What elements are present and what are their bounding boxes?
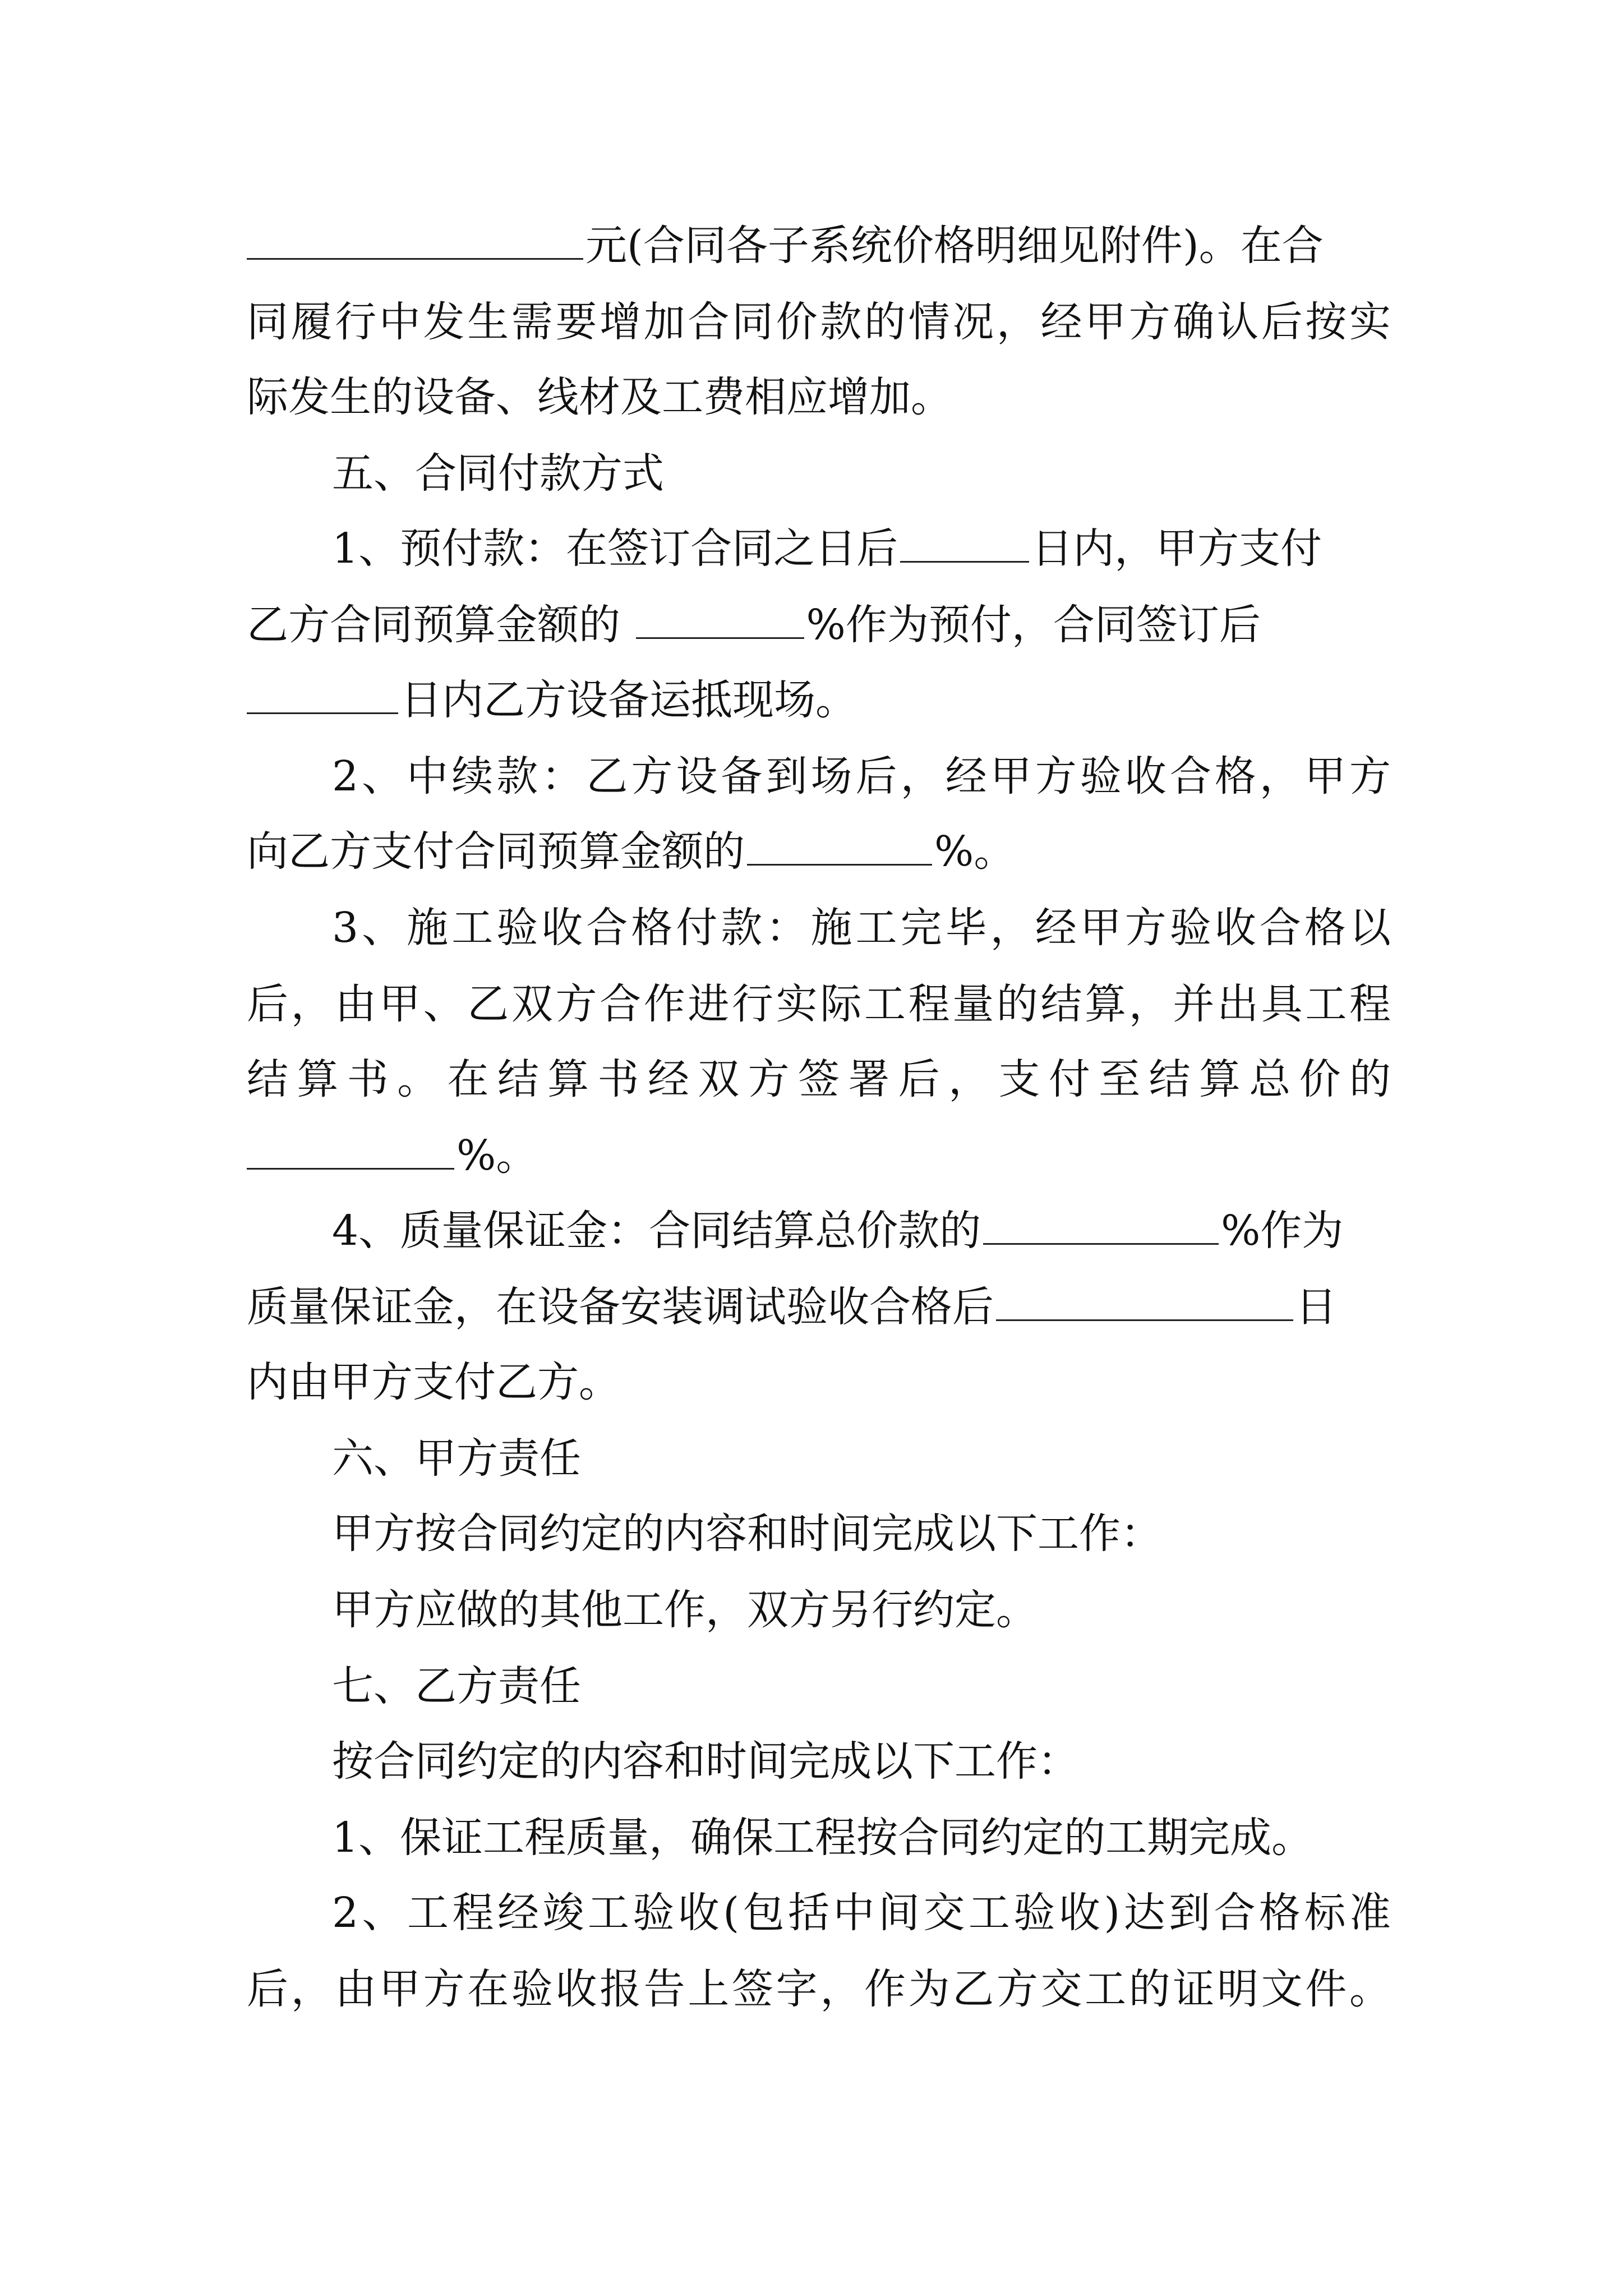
text-segment: %。 bbox=[934, 827, 1016, 876]
text-line bbox=[247, 294, 1391, 350]
text-line bbox=[247, 1128, 1391, 1184]
text-segment: %。 bbox=[457, 1131, 538, 1180]
text-line bbox=[332, 1203, 1391, 1259]
fill-in-blank bbox=[983, 1206, 1219, 1245]
fill-in-blank bbox=[747, 827, 932, 866]
text-segment: 七、乙方责任 bbox=[332, 1662, 581, 1710]
text-segment: 六、甲方责任 bbox=[332, 1434, 581, 1483]
text-line bbox=[332, 900, 1391, 956]
text-segment: 向乙方支付合同预算金额的 bbox=[247, 827, 745, 876]
fill-in-blank bbox=[900, 524, 1029, 563]
text-segment: 元(合同各子系统价格明细见附件)。在合 bbox=[585, 222, 1324, 270]
fill-in-blank bbox=[247, 1131, 454, 1170]
section-heading bbox=[332, 1658, 1391, 1714]
text-segment: 日 bbox=[1295, 1283, 1337, 1331]
text-line bbox=[247, 976, 1391, 1032]
text-line bbox=[332, 1885, 1391, 1941]
fill-in-blank bbox=[636, 600, 804, 639]
text-segment: 1、保证工程质量，确保工程按合同约定的工期完成。 bbox=[332, 1814, 1313, 1862]
text-line bbox=[247, 1354, 1391, 1410]
text-segment: 按合同约定的内容和时间完成以下工作： bbox=[332, 1737, 1079, 1786]
section-heading bbox=[332, 1430, 1391, 1487]
text-line bbox=[247, 1279, 1391, 1335]
text-segment: 2、中续款：乙方设备到场后，经甲方验收合格，甲方 bbox=[332, 752, 1391, 800]
text-line bbox=[332, 1733, 1391, 1789]
text-segment: 际发生的设备、线材及工费相应增加。 bbox=[247, 373, 952, 421]
text-segment: 五、合同付款方式 bbox=[332, 449, 664, 498]
text-line bbox=[332, 1810, 1391, 1866]
text-segment: 后，由甲方在验收报告上签字，作为乙方交工的证明文件。 bbox=[247, 1965, 1391, 2013]
text-line bbox=[247, 218, 1391, 274]
text-line bbox=[332, 1506, 1391, 1562]
text-line bbox=[247, 672, 1391, 728]
text-segment: 日内，甲方支付 bbox=[1031, 524, 1322, 573]
text-line bbox=[332, 1582, 1391, 1638]
text-segment: %作为 bbox=[1221, 1207, 1344, 1255]
text-segment: 甲方按合同约定的内容和时间完成以下工作： bbox=[332, 1510, 1162, 1558]
text-segment: 2、工程经竣工验收(包括中间交工验收)达到合格标准 bbox=[332, 1889, 1391, 1937]
text-segment: 内由甲方支付乙方。 bbox=[247, 1358, 620, 1406]
text-line bbox=[247, 369, 1391, 425]
text-line bbox=[247, 823, 1391, 880]
fill-in-blank bbox=[996, 1282, 1293, 1321]
text-segment: 日内乙方设备运抵现场。 bbox=[400, 676, 857, 724]
fill-in-blank bbox=[247, 221, 583, 260]
text-segment: %作为预付，合同签订后 bbox=[806, 601, 1261, 649]
text-line bbox=[247, 597, 1391, 653]
text-line bbox=[332, 748, 1391, 804]
text-line bbox=[247, 1961, 1391, 2017]
text-segment: 同履行中发生需要增加合同价款的情况，经甲方确认后按实 bbox=[247, 298, 1391, 346]
text-segment: 3、施工验收合格付款：施工完毕，经甲方验收合格以 bbox=[332, 904, 1391, 952]
text-segment: 4、质量保证金：合同结算总价款的 bbox=[332, 1207, 981, 1255]
text-segment: 1、预付款：在签订合同之日后 bbox=[332, 524, 898, 573]
text-segment: 甲方应做的其他工作，双方另行约定。 bbox=[332, 1586, 1038, 1634]
text-segment: 后，由甲、乙双方合作进行实际工程量的结算，并出具工程 bbox=[247, 980, 1391, 1028]
text-segment: 乙方合同预算金额的 bbox=[247, 601, 634, 649]
text-line bbox=[247, 1051, 1391, 1107]
text-segment: 质量保证金，在设备安装调试验收合格后 bbox=[247, 1283, 994, 1331]
text-segment: 结算书。在结算书经双方签署后，支付至结算总价的 bbox=[247, 1055, 1391, 1103]
section-heading bbox=[332, 445, 1391, 501]
fill-in-blank bbox=[247, 675, 398, 714]
text-line bbox=[332, 521, 1391, 577]
